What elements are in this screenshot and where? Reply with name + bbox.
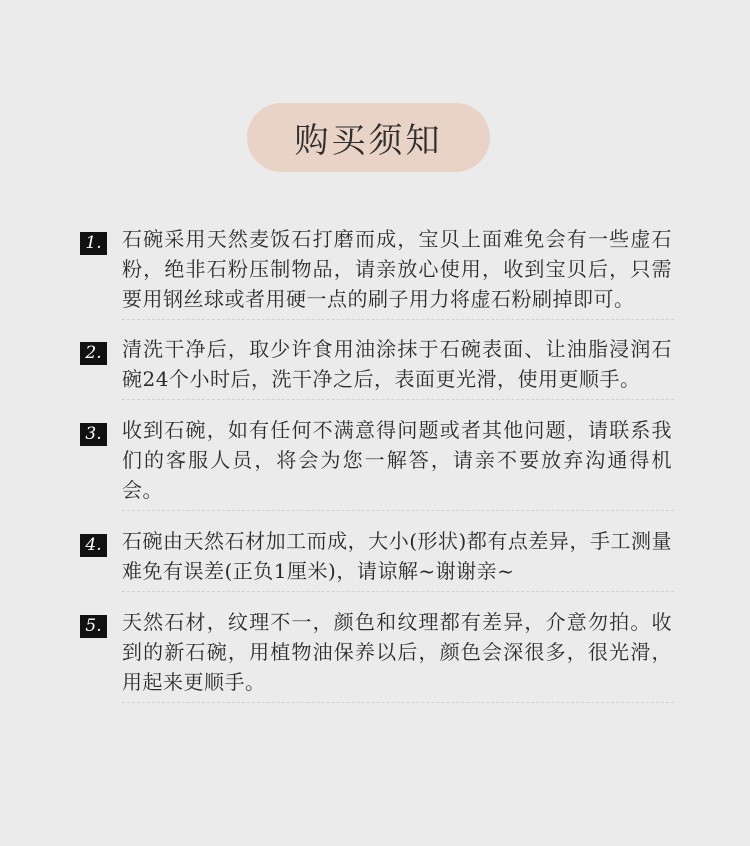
notice-item (80, 224, 674, 314)
number-badge: 4. (80, 534, 107, 557)
title-pill (247, 103, 490, 172)
number-badge: 2. (80, 342, 107, 365)
notice-list (80, 224, 674, 697)
dashed-divider (122, 591, 674, 592)
notice-text: 石碗由天然石材加工而成，大小(形状)都有点差异，手工测量难免有误差(正负1厘米)，请谅解~谢谢亲~ (122, 529, 672, 583)
notice-text: 石碗采用天然麦饭石打磨而成，宝贝上面难免会有一些虚石粉，绝非石粉压制物品，请亲放心使用，收到宝贝后，只需要用钢丝球或者用硬一点的刷子用力将虚石粉刷掉即可。 (122, 227, 672, 311)
notice-item (80, 415, 674, 505)
notice-text: 收到石碗，如有任何不满意得问题或者其他问题，请联系我们的客服人员，将会为您一解答，请亲不要放弃沟通得机会。 (122, 418, 672, 502)
number-badge: 5. (80, 615, 107, 638)
dashed-divider (122, 510, 674, 511)
notice-item (80, 334, 674, 394)
dashed-divider (122, 399, 674, 400)
notice-text: 天然石材，纹理不一，颜色和纹理都有差异，介意勿拍。收到的新石碗，用植物油保养以后，颜色会深很多，很光滑，用起来更顺手。 (122, 610, 672, 694)
page-title: 购买须知 (294, 121, 443, 161)
dashed-divider (122, 702, 674, 703)
notice-item (80, 526, 674, 586)
dashed-divider (122, 319, 674, 320)
number-badge: 1. (80, 232, 107, 255)
number-badge: 3. (80, 423, 107, 446)
notice-text: 清洗干净后，取少许食用油涂抹于石碗表面、让油脂浸润石碗24个小时后，洗干净之后，表面更光滑，使用更顺手。 (122, 337, 672, 391)
notice-item (80, 607, 674, 697)
